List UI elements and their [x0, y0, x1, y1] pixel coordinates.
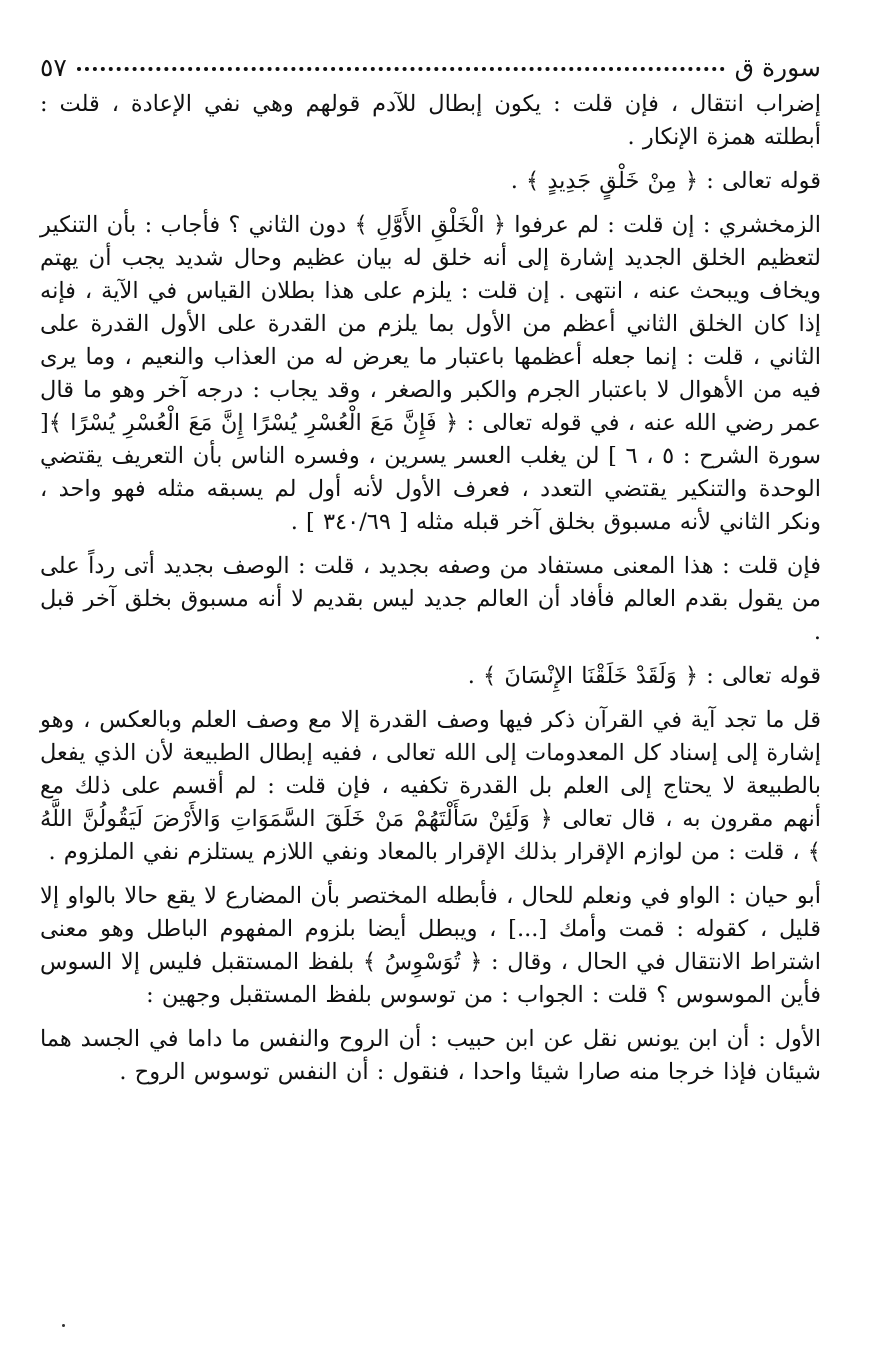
paragraph-8: الأول : أن ابن يونس نقل عن ابن حبيب : أن الروح والنفس ما داما في الجسد هما شيئان فإذا خرجا منه صارا شيئا واحدا ، فنقول : أن النفس توسوس الروح .: [40, 1026, 821, 1085]
paragraph-1: إضراب انتقال ، فإن قلت : يكون إبطال للآدم قولهم وهي نفي الإعادة ، قلت : أبطلته همزة الإنكار .: [40, 91, 821, 150]
stray-ink-dot: [62, 1324, 65, 1327]
paragraph-4: فإن قلت : هذا المعنى مستفاد من وصفه بجديد ، قلت : الوصف بجديد أتى رداً على من يقول بقدم العالم فأفاد أن العالم جديد ليس بقديم لا أنه مسبوق بخلق آخر قبل .: [40, 553, 821, 645]
page-number: ٥٧: [40, 52, 67, 82]
header-dotted-leader: [77, 67, 725, 71]
book-page: [40, 48, 821, 1100]
running-header: [40, 48, 821, 86]
paragraph-6: قل ما تجد آية في القرآن ذكر فيها وصف القدرة إلا مع وصف العلم وبالعكس ، وهو إشارة إلى إسناد كل المعدومات إلى الله تعالى ، ففيه إبطال الطبيعة لأن الذي يفعل بالطبيعة لا يحتاج إلى العلم بل القدرة تكفيه ، فإن قلت : لم أقسم على ذلك مع أنهم مقرون به ، قال تعالى ﴿ وَلَئِنْ سَأَلْتَهُمْ مَنْ خَلَقَ السَّمَوَاتِ وَالأَرْضَ لَيَقُولُنَّ اللَّهُ ﴾ ، قلت : من لوازم الإقرار بذلك الإقرار بالمعاد ونفي اللازم يستلزم نفي الملزوم .: [40, 707, 821, 865]
paragraph-2-verse: قوله تعالى : ﴿ مِنْ خَلْقٍ جَدِيدٍ ﴾ .: [510, 168, 821, 194]
paragraph-3: الزمخشري : إن قلت : لم عرفوا ﴿ الْخَلْقِ الأَوَّلِ ﴾ دون الثاني ؟ فأجاب : بأن التنكير لتعظيم الخلق الجديد إشارة إلى أنه خلق له بيان عظيم وحال شديد يجب أن يهتم ويخاف ويبحث عنه ، انتهى . إن قلت : يلزم على هذا بطلان القياس في الآية ، فإنه إذا كان الخلق الثاني أعظم من الأول بما يلزم من القدرة على الأول القدرة على الثاني ، قلت : إنما جعله أعظمها باعتبار ما يعرض له من العذاب والنعيم ، وما يرى فيه من الأهوال لا باعتبار الجرم والكبر والصغر ، وقد يجاب : درجه آخر وهو ما قال عمر رضي الله عنه ، في قوله تعالى : ﴿ فَإِنَّ مَعَ الْعُسْرِ يُسْرًا إِنَّ مَعَ الْعُسْرِ يُسْرًا ﴾[ سورة الشرح : ٥ ، ٦ ] لن يغلب العسر يسرين ، وفسره الناس بأن التعريف يقتضي الوحدة والتنكير يقتضي التعدد ، فعرف الأول لأنه أول لم يسبقه مثله فهو واحد ، ونكر الثاني لأنه مسبوق بخلق آخر قبله مثله [ ٣٤٠/٦٩ ] .: [40, 212, 821, 535]
surah-title: سورة ق: [734, 52, 821, 82]
paragraph-7: أبو حيان : الواو في ونعلم للحال ، فأبطله المختصر بأن المضارع لا يقع حالا بالواو إلا قليل ، كقوله : قمت وأمك [...] ، ويبطل أيضا بلزوم المفهوم الباطل وهو معنى اشتراط الانتقال في الحال ، وقال : ﴿ تُوَسْوِسُ ﴾ بلفظ المستقبل فليس إلا السوس فأين الموسوس ؟ قلت : الجواب : من توسوس بلفظ المستقبل وجهين :: [40, 883, 821, 1008]
paragraph-5-verse: قوله تعالى : ﴿ وَلَقَدْ خَلَقْنَا الإِنْسَانَ ﴾ .: [467, 663, 821, 689]
